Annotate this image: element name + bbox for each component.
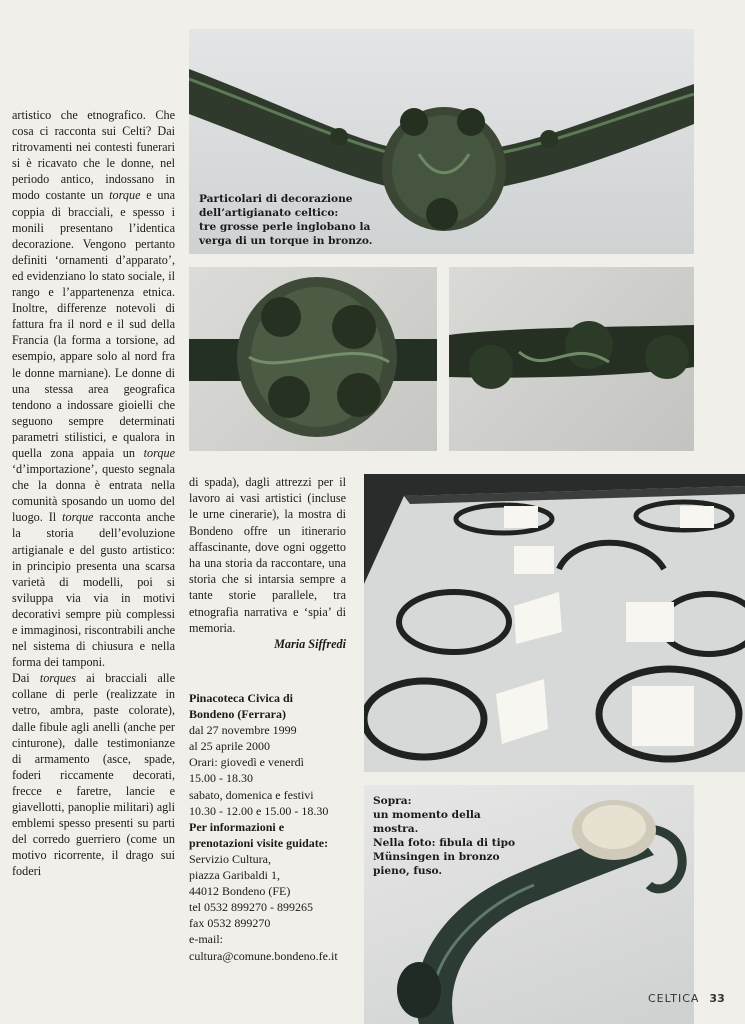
text-run: Dai <box>12 671 40 686</box>
text-run-italic: torque <box>62 510 94 525</box>
venue-city: Bondeno (Ferrara) <box>189 707 286 722</box>
text-run-italic: torque <box>109 188 141 203</box>
office-name: Servizio Cultura, <box>189 851 271 866</box>
text-run: ‘d’importazione’, questo segnala che la donna è entrata nella comunità sposando un uomo del luogo. Il <box>12 462 175 525</box>
caption-line: dell’artigianato celtico: <box>199 207 339 219</box>
caption-line: Sopra: <box>373 795 412 807</box>
caption-line: Nella foto: fibula di tipo <box>373 837 516 849</box>
hours-weekend-label: sabato, domenica e festivi <box>189 787 314 802</box>
text-run-italic: torques <box>39 671 76 686</box>
street-address: piazza Garibaldi 1, <box>189 868 280 883</box>
email-label: e-mail: <box>189 932 223 947</box>
photo-exhibition-display <box>364 474 745 772</box>
caption-line: Münsingen in bronzo <box>373 851 500 863</box>
photo-torque-bead-side <box>449 267 694 451</box>
fax-number: fax 0532 899270 <box>189 916 271 931</box>
phone-number: tel 0532 899270 - 899265 <box>189 900 313 915</box>
city-address: 44012 Bondeno (FE) <box>189 884 291 899</box>
caption-line: Particolari di decorazione <box>199 193 353 205</box>
hours-weekday: 15.00 - 18.30 <box>189 771 253 786</box>
text-run: ai bracciali alle collane di perle (realizzate in vetro, ambra, paste colorate), dalle fibule agli anelli (anche per cinturone), dalle testimonianze di armamento (asce, spade, foderi riccamente decorati, frecce e faretre, lancie e giavellotti, panoplie militari) agli emblemi spesso presenti su parti del corredo guerriero (come un motivo ricorrente, il drago sui foderi <box>12 671 175 879</box>
text-run-italic: torque <box>143 445 175 460</box>
column1-paragraph-2 <box>12 670 175 879</box>
text-run: e una coppia di bracciali, e spesso i monili presentano l’identica decorazione. Vengono pertanto definiti ‘ornamenti d’apparato’, ed evidenziano lo stato sociale, il rango e l’appartenenza etnica. Inoltre, differenze notevoli di fattura fra il nord e il sud della Francia (la forma a torsione, ad esempio, appare solo al nord fra le donne marniane). Le donne di una stessa area geografica tendono a indossare gioielli che seguono sempre determinati parametri stilistici, e qualora in quella zona appaia un <box>12 188 175 460</box>
caption-line: pieno, fuso. <box>373 865 443 877</box>
column2-paragraph: di spada), dagli attrezzi per il lavoro ai vasi artistici (incluse le urne cinerarie), la mostra di Bondeno offre un itinerario affascinante, dove ogni oggetto ha una storia da raccontare, una storia che si intarsia sempre a tante storie parallele, tra etnografia narrativa e ‘spia’ di memoria. <box>189 475 346 635</box>
article-column-2 <box>189 474 346 652</box>
author-signature: Maria Siffredi <box>274 637 346 652</box>
column1-paragraph-1 <box>12 107 175 670</box>
caption-line: verga di un torque in bronzo. <box>199 235 373 247</box>
caption-line: un momento della mostra. <box>373 809 481 835</box>
venue-name: Pinacoteca Civica di <box>189 691 293 705</box>
hours-weekend: 10.30 - 12.00 e 15.00 - 18.30 <box>189 803 329 818</box>
caption-line: tre grosse perle inglobano la <box>199 221 371 233</box>
page-footer <box>648 992 725 1005</box>
text-run: racconta anche la storia dell’evoluzione artigianale e del gusto artistico: in principio presenta una scarsa varietà di modelli, poi si sviluppa via via in motivi decorativi sempre più complessi e immaginosi, riscontrabili anche nel sistema di chiusura e nella forma dei tamponi. <box>12 510 175 670</box>
exhibition-info <box>189 690 359 964</box>
booking-title-2: prenotazioni visite guidate: <box>189 835 329 850</box>
page-number: 33 <box>709 992 725 1005</box>
booking-title: Per informazioni e <box>189 819 285 834</box>
dates-end: al 25 aprile 2000 <box>189 739 270 754</box>
magazine-name: CELTICA <box>648 992 700 1005</box>
text-run: artistico che etnografico. Che cosa ci racconta sui Celti? Dai ritrovamenti nei contesti funerari si è ricavato che le donne, nel periodo antico, indossano in modo costante un <box>12 108 175 203</box>
photo-torque-bead-closeup <box>189 267 437 451</box>
caption-bottom <box>373 794 518 878</box>
caption-top <box>199 192 399 248</box>
email-address[interactable]: cultura@comune.bondeno.fe.it <box>189 948 338 963</box>
article-column-1 <box>12 107 175 880</box>
dates-start: dal 27 novembre 1999 <box>189 723 297 738</box>
hours-label: Orari: giovedì e venerdì <box>189 755 304 770</box>
